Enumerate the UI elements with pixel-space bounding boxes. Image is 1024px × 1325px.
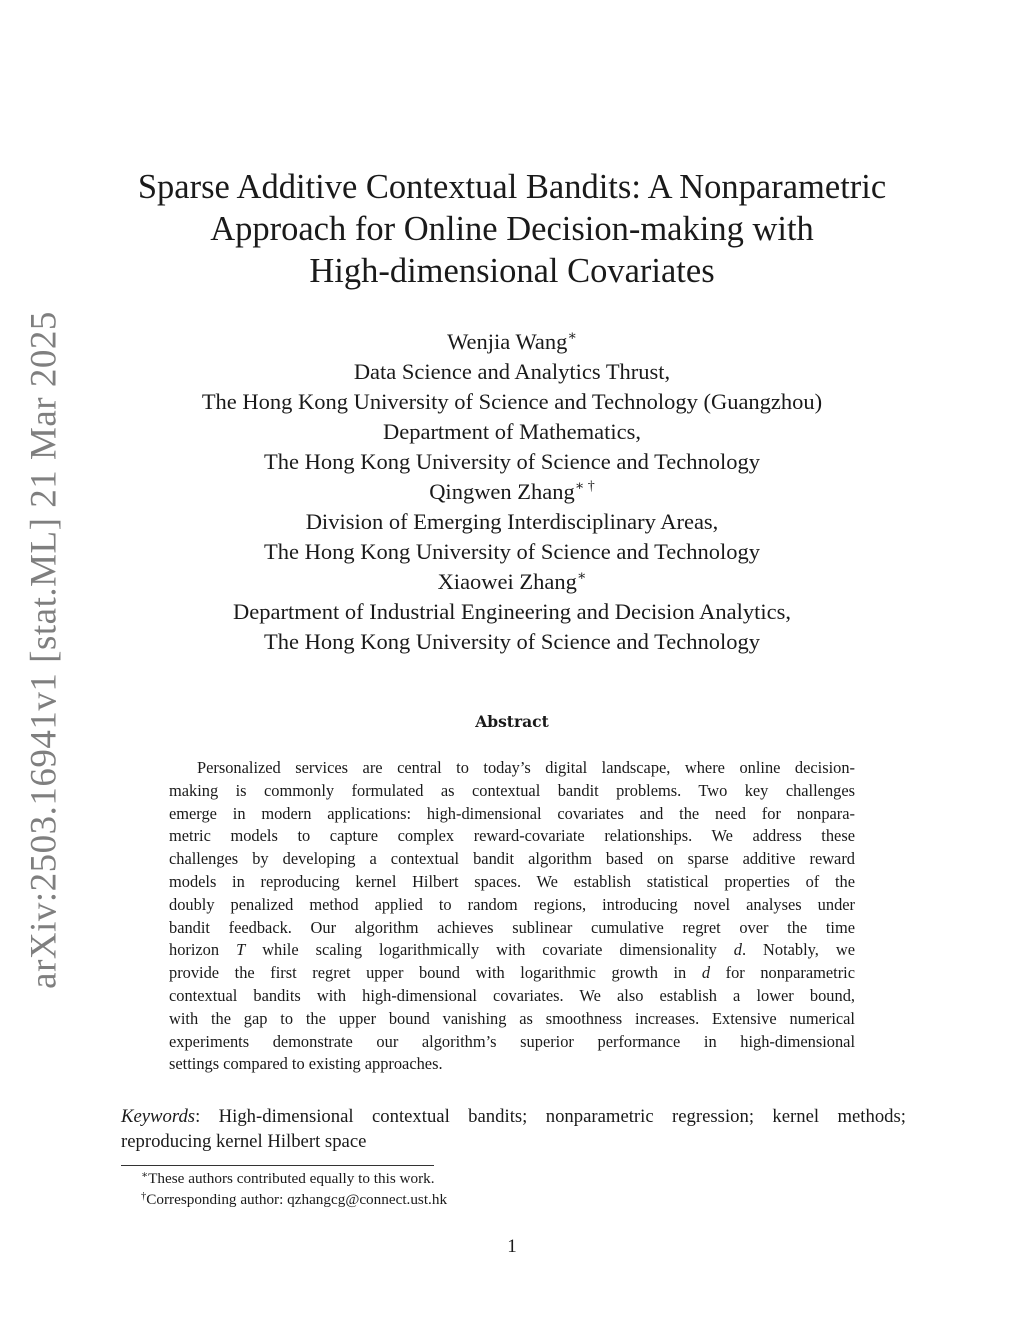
page-number: 1 bbox=[507, 1236, 517, 1257]
keywords-line: reproducing kernel Hilbert space bbox=[121, 1130, 367, 1152]
footnote-equal-contribution bbox=[141, 1168, 447, 1189]
affiliation-line: The Hong Kong University of Science and Technology (Guangzhou) bbox=[201, 389, 823, 414]
footnote-mark: ∗ bbox=[141, 1170, 149, 1181]
keywords-label: Keywords bbox=[121, 1106, 196, 1127]
abstract-heading: Abstract bbox=[475, 712, 549, 731]
footnote-divider bbox=[121, 1165, 434, 1166]
author-footnote-marks: ∗ † bbox=[574, 479, 595, 494]
author-footnote-marks: ∗ bbox=[567, 329, 577, 344]
abstract-line: making is commonly formulated as contextual bandit problems. Two key challenges bbox=[169, 780, 855, 800]
abstract-line: metric models to capture complex reward-covariate relationships. We address these bbox=[169, 826, 855, 846]
text-run: provide the first regret upper bound with logarithmic growth in bbox=[169, 963, 702, 983]
footnote-corresponding-author bbox=[141, 1189, 447, 1210]
affiliation-line: Division of Emerging Interdisciplinary Areas, bbox=[305, 509, 719, 534]
abstract-line: bandit feedback. Our algorithm achieves sublinear cumulative regret over the time bbox=[169, 917, 855, 937]
abstract-line: settings compared to existing approaches. bbox=[169, 1054, 443, 1074]
author-name: Qingwen Zhang bbox=[429, 479, 575, 504]
text-run: horizon bbox=[169, 940, 237, 960]
abstract-line: challenges by developing a contextual bandit algorithm based on sparse additive reward bbox=[169, 849, 855, 869]
math-variable-T: T bbox=[236, 940, 246, 960]
footnote-text: These authors contributed equally to this work. bbox=[148, 1170, 435, 1187]
math-variable-d: d bbox=[701, 963, 711, 983]
affiliation-line: Data Science and Analytics Thrust, bbox=[353, 359, 671, 384]
affiliation-line: Department of Industrial Engineering and Decision Analytics, bbox=[233, 599, 791, 624]
abstract-line: doubly penalized method applied to random regions, introducing novel analyses under bbox=[169, 894, 855, 914]
abstract-line: Personalized services are central to today’s digital landscape, where online decision- bbox=[197, 758, 855, 777]
paper-title bbox=[100, 166, 924, 292]
author-name: Wenjia Wang bbox=[447, 329, 568, 354]
text-run: for nonparametric bbox=[710, 963, 855, 983]
abstract-line: experiments demonstrate our algorithm’s superior performance in high-dimensional bbox=[169, 1031, 855, 1051]
text-run: while scaling logarithmically with covariate dimensionality bbox=[245, 940, 734, 960]
affiliation-line: The Hong Kong University of Science and Technology bbox=[263, 449, 761, 474]
author-block bbox=[100, 327, 924, 657]
title-line: Sparse Additive Contextual Bandits: A Nonparametric bbox=[137, 168, 887, 206]
abstract-line bbox=[169, 939, 855, 962]
keywords-paragraph bbox=[121, 1105, 906, 1154]
math-variable-d: d bbox=[733, 940, 742, 960]
affiliation-line: Department of Mathematics, bbox=[382, 419, 642, 444]
arxiv-identifier-stamp: arXiv:2503.16941v1 [stat.ML] 21 Mar 2025 bbox=[23, 311, 65, 989]
author-name: Xiaowei Zhang bbox=[437, 569, 577, 594]
abstract-line: emerge in modern applications: high-dimensional covariates and the need for nonpara- bbox=[169, 803, 855, 823]
abstract-body bbox=[169, 757, 855, 1076]
title-line: High-dimensional Covariates bbox=[309, 252, 715, 290]
keywords-line bbox=[121, 1105, 906, 1130]
keywords-text: : High-dimensional contextual bandits; nonparametric regression; kernel methods; bbox=[195, 1106, 906, 1127]
abstract-line: contextual bandits with high-dimensional covariates. We also establish a lower bound, bbox=[169, 985, 855, 1005]
title-line: Approach for Online Decision-making with bbox=[210, 210, 814, 248]
affiliation-line: The Hong Kong University of Science and Technology bbox=[263, 539, 761, 564]
author-name-line bbox=[100, 327, 924, 357]
footnotes bbox=[141, 1168, 447, 1210]
author-name-line bbox=[100, 567, 924, 597]
affiliation-line: The Hong Kong University of Science and Technology bbox=[263, 629, 761, 654]
abstract-line bbox=[169, 962, 855, 985]
author-name-line bbox=[100, 477, 924, 507]
text-run: . Notably, we bbox=[741, 940, 856, 960]
abstract-line: models in reproducing kernel Hilbert spaces. We establish statistical properties of the bbox=[169, 871, 855, 891]
footnote-text: Corresponding author: qzhangcg@connect.ust.hk bbox=[146, 1191, 448, 1208]
footnote-mark: † bbox=[141, 1191, 147, 1202]
abstract-line: with the gap to the upper bound vanishing as smoothness increases. Extensive numerical bbox=[169, 1008, 855, 1028]
author-footnote-marks: ∗ bbox=[576, 569, 587, 584]
